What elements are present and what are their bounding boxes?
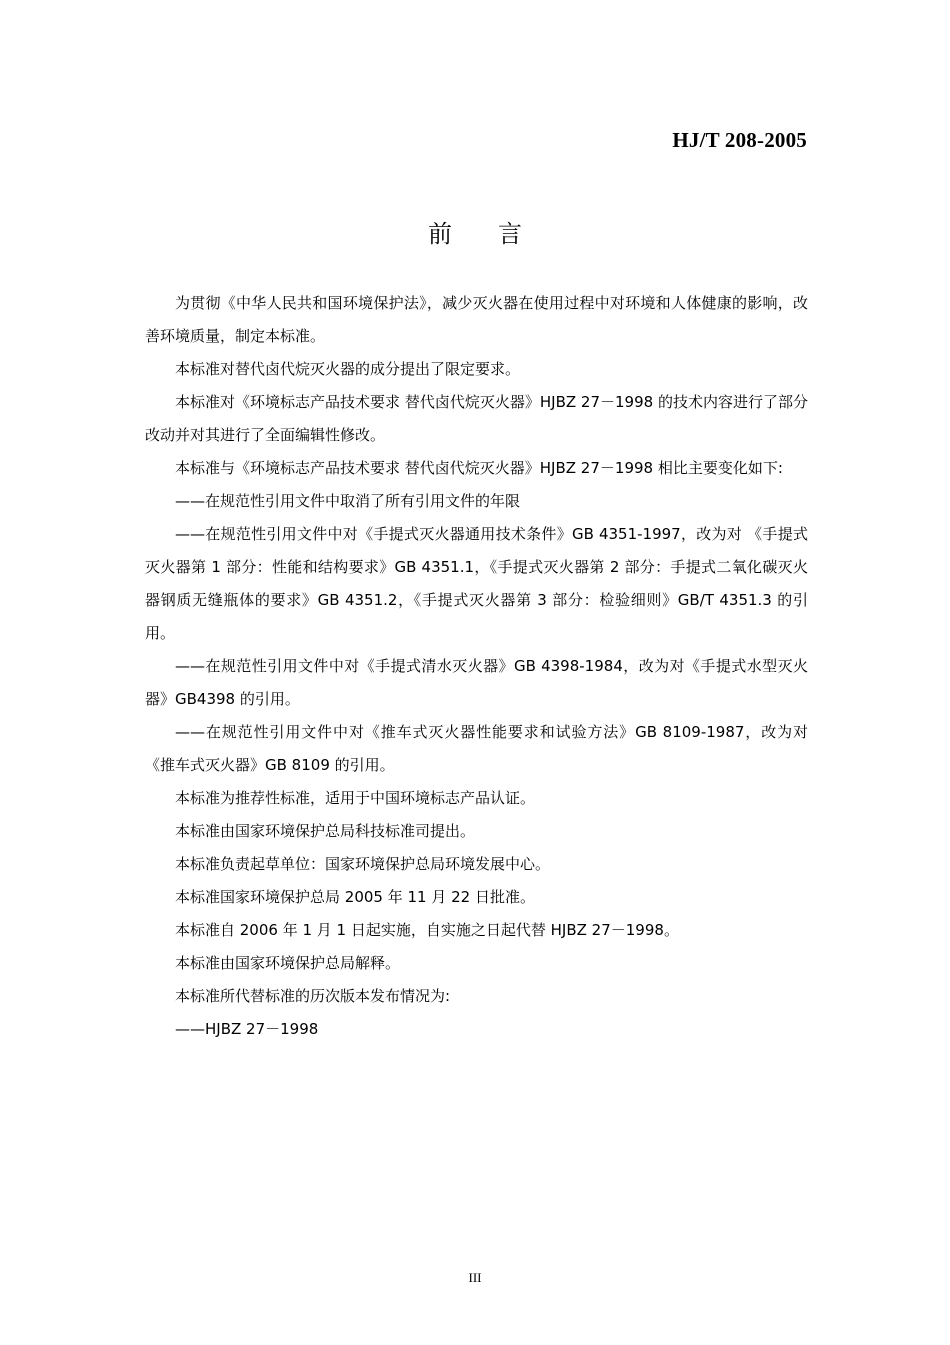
history-item: ——HJBZ 27－1998 xyxy=(175,1020,319,1038)
paragraph-scope: 本标准对替代卤代烷灭火器的成分提出了限定要求。 xyxy=(175,360,521,378)
change-item-3: ——在规范性引用文件中对《手提式清水灭火器》GB 4398-1984，改为对《手提式水型灭火器》GB4398 的引用。 xyxy=(145,657,808,708)
paragraph-recommended: 本标准为推荐性标准，适用于中国环境标志产品认证。 xyxy=(175,789,536,807)
paragraph-interpretation: 本标准由国家环境保护总局解释。 xyxy=(175,954,401,972)
page-title: 前言 xyxy=(428,220,568,248)
paragraph-proposer: 本标准由国家环境保护总局科技标准司提出。 xyxy=(175,822,476,840)
paragraph-approval: 本标准国家环境保护总局 2005 年 11 月 22 日批准。 xyxy=(175,888,535,906)
paragraph-history-intro: 本标准所代替标准的历次版本发布情况为: xyxy=(175,987,451,1005)
standard-code: HJ/T 208-2005 xyxy=(672,128,807,152)
change-item-4: ——在规范性引用文件中对《推车式灭火器性能要求和试验方法》GB 8109-1987，改为对《推车式灭火器》GB 8109 的引用。 xyxy=(145,723,808,774)
paragraph-drafter: 本标准负责起草单位：国家环境保护总局环境发展中心。 xyxy=(175,855,551,873)
paragraph-effective-date: 本标准自 2006 年 1 月 1 日起实施，自实施之日起代替 HJBZ 27－1998。 xyxy=(175,921,679,939)
paragraph-changes-intro: 本标准与《环境标志产品技术要求 替代卤代烷灭火器》HJBZ 27－1998 相比主要变化如下: xyxy=(175,459,783,477)
foreword-body xyxy=(145,287,808,1046)
change-item-1: ——在规范性引用文件中取消了所有引用文件的年限 xyxy=(175,492,521,510)
page-number: III xyxy=(468,1270,482,1285)
change-item-2: ——在规范性引用文件中对《手提式灭火器通用技术条件》GB 4351-1997，改为对 《手提式灭火器第 1 部分：性能和结构要求》GB 4351.1，《手提式灭火器第 2 部分：手提式二氧化碳灭火器钢质无缝瓶体的要求》GB 4351.2，《手提式灭火器第 3 部分：检验细则》GB/T 4351.3 的引用。 xyxy=(145,525,808,642)
paragraph-purpose: 为贯彻《中华人民共和国环境保护法》，减少灭火器在使用过程中对环境和人体健康的影响，改善环境质量，制定本标准。 xyxy=(145,294,808,345)
paragraph-revision: 本标准对《环境标志产品技术要求 替代卤代烷灭火器》HJBZ 27－1998 的技术内容进行了部分改动并对其进行了全面编辑性修改。 xyxy=(145,393,808,444)
